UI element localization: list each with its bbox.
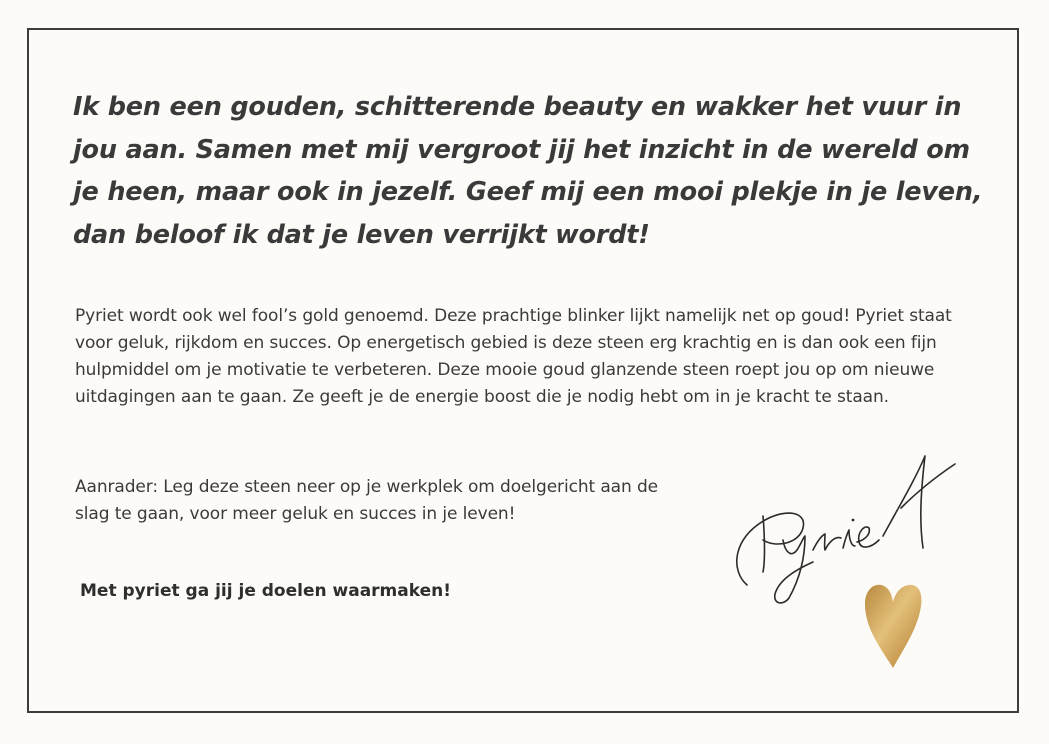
- advice-text: Aanrader: Leg deze steen neer op je werkplek om doelgericht aan de slag te gaan, voor meer geluk en succes in je leven!: [75, 477, 659, 524]
- description-text: Pyriet wordt ook wel fool’s gold genoemd. Deze prachtige blinker lijkt namelijk net op goud! Pyriet staat voor geluk, rijkdom en succes. Op energetisch gebied is deze steen erg krachtig en is dan ook een fijn hulpmiddel om je motivatie te verbeteren. Deze mooie goud glanzende steen roept jou op om nieuwe uitdagingen aan te gaan. Ze geeft je de energie boost die je nodig hebt om in je kracht te staan.: [75, 306, 952, 407]
- signature-icon: [725, 450, 965, 610]
- closing-text: Met pyriet ga jij je doelen waarmaken!: [80, 581, 451, 601]
- gold-heart-icon: [862, 580, 924, 670]
- intro-text: Ik ben een gouden, schitterende beauty en wakker het vuur in jou aan. Samen met mij vergroot jij het inzicht in de wereld om je heen, maar ook in jezelf. Geef mij een mooi plekje in je leven, dan beloof ik dat je leven verrijkt wordt!: [73, 92, 983, 250]
